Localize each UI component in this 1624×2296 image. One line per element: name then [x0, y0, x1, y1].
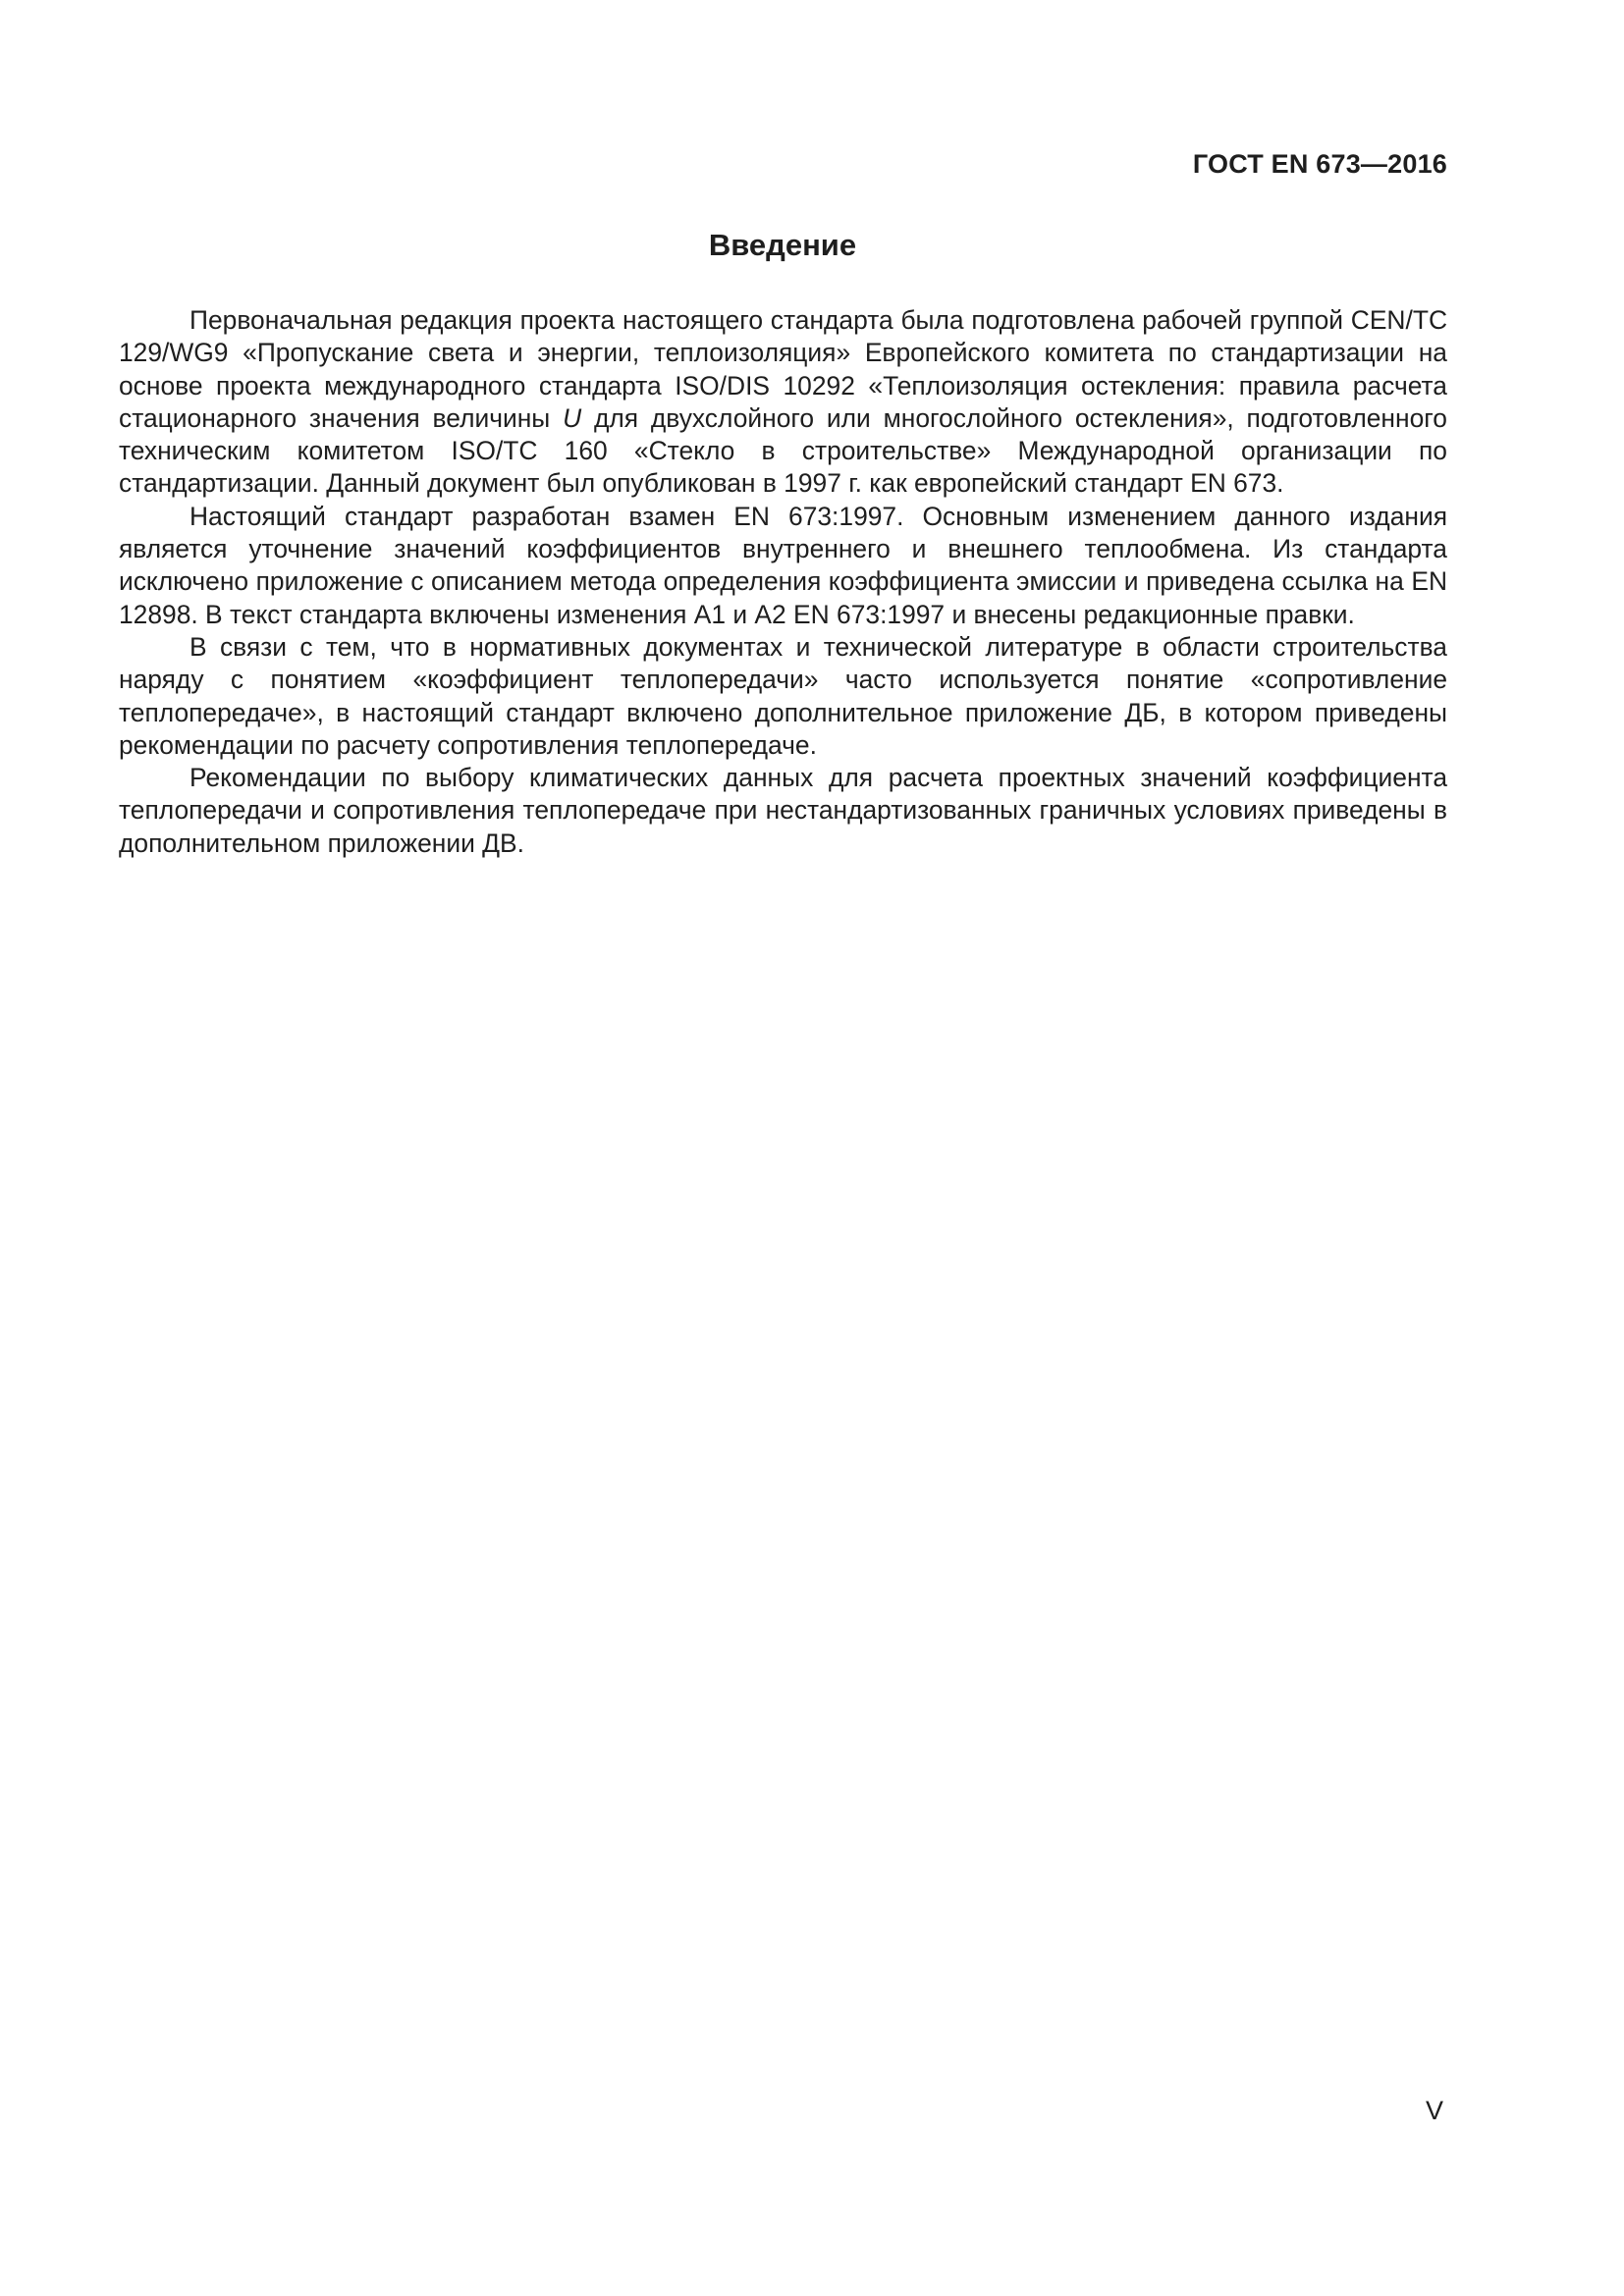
paragraph-4: Рекомендации по выбору климатических данных для расчета проектных значений коэффициента теплопередачи и сопротивления теплопередаче при нестандартизованных граничных условиях приведены в дополнительном приложении ДВ. [119, 763, 1447, 858]
page-number: V [1425, 2096, 1443, 2125]
paragraph-1-after: для двухслойного или многослойного остекления», подготовленного техническим комитетом ISO/TC 160 «Стекло в строительстве» Международной организации по стандартизации. Данный документ был опубликован в 1997 г. как европейский стандарт EN 673. [119, 402, 1447, 499]
paragraph-1-before: Первоначальная редакция проекта настоящего стандарта была подготовлена рабочей группой CEN/TC 129/WG9 «Пропускание света и энергии, теплоизоляция» Европейского комитета по стандартизации на основе проекта международного стандарта ISO/DIS 10292 «Теплоизоляция остекления: правила расчета стационарного значения величины [119, 305, 1447, 433]
paragraph-1-variable: U [563, 402, 582, 433]
paragraph-3: В связи с тем, что в нормативных документах и технической литературе в области строительства наряду с понятием «коэффициент теплопередачи» часто используется понятие «сопротивление теплопередаче», в настоящий стандарт включено дополнительное приложение ДБ, в котором приведены рекомендации по расчету сопротивления теплопередаче. [119, 631, 1447, 760]
body-text [119, 304, 1447, 860]
paragraph-2: Настоящий стандарт разработан взамен EN 673:1997. Основным изменением данного издания является уточнение значений коэффициентов внутреннего и внешнего теплообмена. Из стандарта исключено приложение с описанием метода определения коэффициента эмиссии и приведена ссылка на EN 12898. В текст стандарта включены изменения А1 и А2 EN 673:1997 и внесены редакционные правки. [119, 501, 1447, 629]
section-title: Введение [708, 228, 857, 262]
document-code: ГОСТ EN 673—2016 [1192, 149, 1447, 179]
paragraph-1 [119, 304, 1447, 501]
